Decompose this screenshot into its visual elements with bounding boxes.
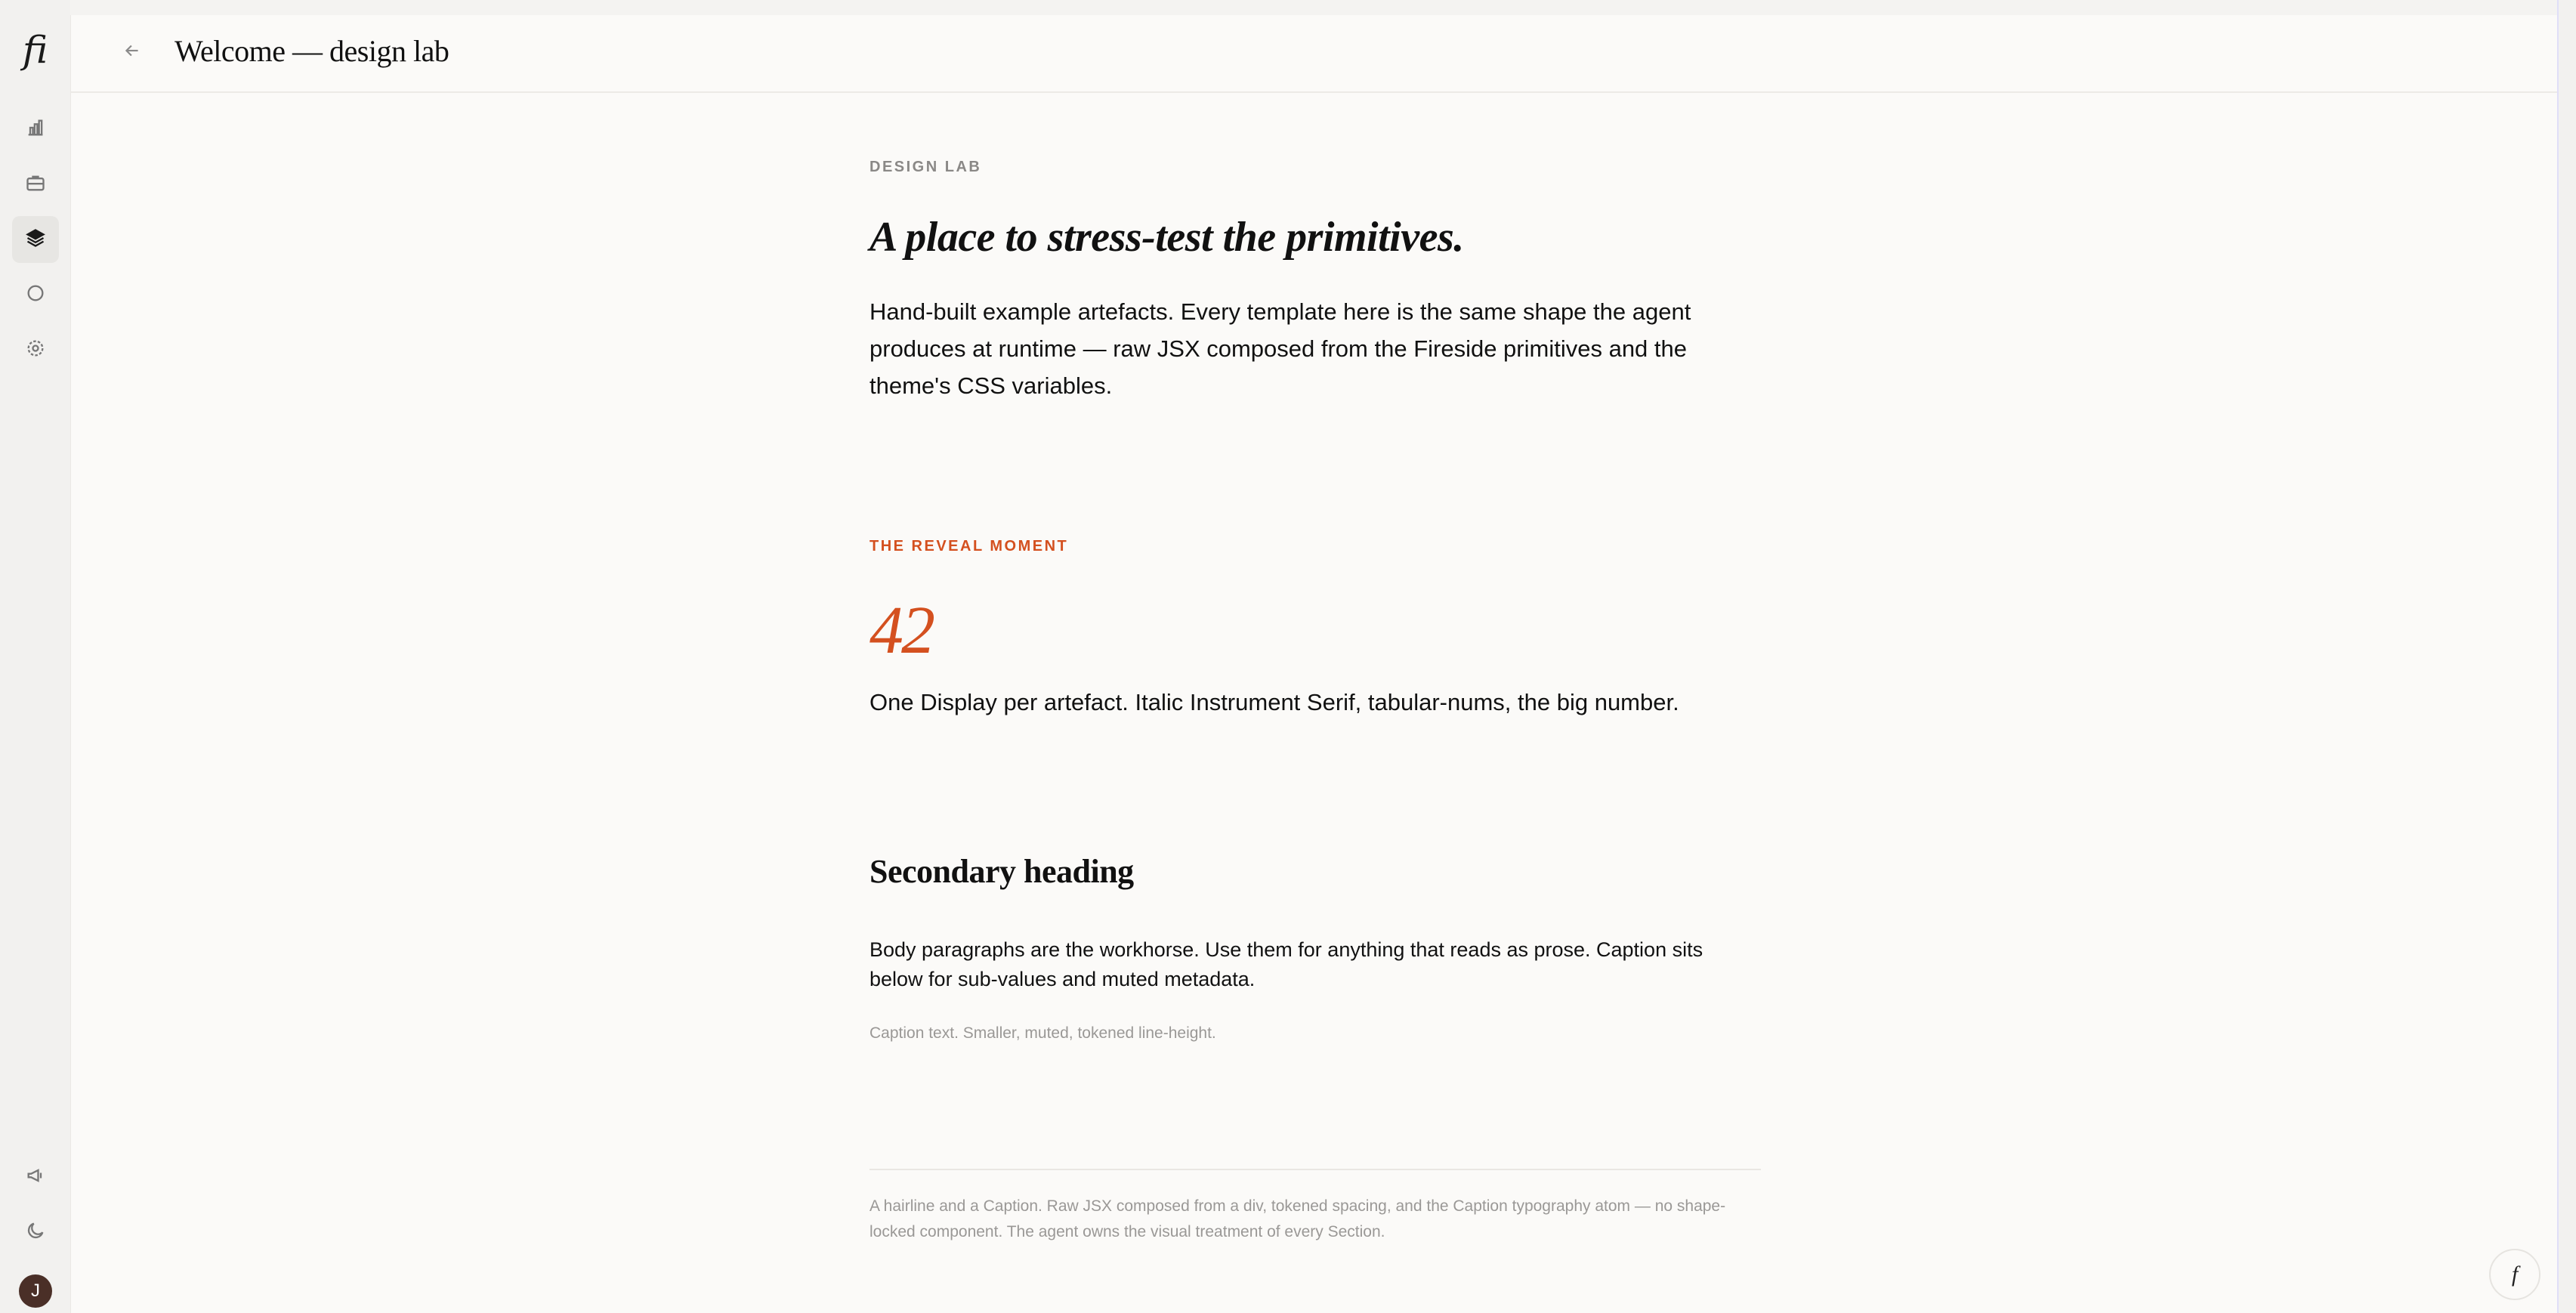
sidebar-item-analytics[interactable] xyxy=(12,106,59,153)
hairline-divider xyxy=(869,1169,1761,1170)
back-button[interactable] xyxy=(118,38,147,66)
bar-chart-icon xyxy=(25,117,46,142)
sidebar-rail xyxy=(0,0,70,1313)
caption-text: Caption text. Smaller, muted, tokened line-height. xyxy=(869,1024,1216,1042)
assistant-button[interactable]: f xyxy=(2489,1249,2540,1300)
hero-heading: A place to stress-test the primitives. xyxy=(869,214,1464,261)
secondary-heading: Secondary heading xyxy=(869,853,1134,890)
arrow-left-icon xyxy=(122,41,142,64)
body-paragraph: Body paragraphs are the workhorse. Use them for anything that reads as prose. Caption sits below for sub-values and muted metadata. xyxy=(869,938,1703,990)
reveal-eyebrow: THE REVEAL MOMENT xyxy=(869,538,1069,555)
window-edge xyxy=(2557,0,2576,1313)
main-panel xyxy=(70,15,2558,1313)
gear-icon xyxy=(25,338,46,363)
sidebar-item-settings[interactable] xyxy=(12,326,59,373)
sidebar-item-messages[interactable] xyxy=(12,271,59,318)
page-title: Welcome — design lab xyxy=(175,34,449,68)
briefcase-icon xyxy=(25,172,46,197)
chat-bubble-icon xyxy=(25,283,46,307)
display-note: One Display per artefact. Italic Instrument Serif, tabular-nums, the big number. xyxy=(869,689,1679,715)
section-eyebrow: DESIGN LAB xyxy=(869,159,982,175)
top-bar xyxy=(71,15,2558,93)
display-number: 42 xyxy=(869,593,933,668)
avatar[interactable]: J xyxy=(19,1274,52,1308)
moon-icon xyxy=(25,1220,46,1245)
footnote-caption: A hairline and a Caption. Raw JSX composed from a div, tokened spacing, and the Caption typography atom — no shape-locked component. The agent owns the visual treatment of every Section. xyxy=(869,1197,1726,1240)
sidebar-item-briefcase[interactable] xyxy=(12,161,59,208)
app-logo[interactable]: fi xyxy=(22,28,48,72)
sidebar-item-announcements[interactable] xyxy=(12,1154,59,1200)
megaphone-icon xyxy=(25,1165,46,1190)
layers-icon xyxy=(25,227,46,252)
lede-paragraph: Hand-built example artefacts. Every template here is the same shape the agent produces at runtime — raw JSX composed from the Fireside primitives and the theme's CSS variables. xyxy=(869,298,1691,399)
sidebar-item-layers[interactable] xyxy=(12,216,59,263)
theme-toggle-button[interactable] xyxy=(12,1209,59,1256)
